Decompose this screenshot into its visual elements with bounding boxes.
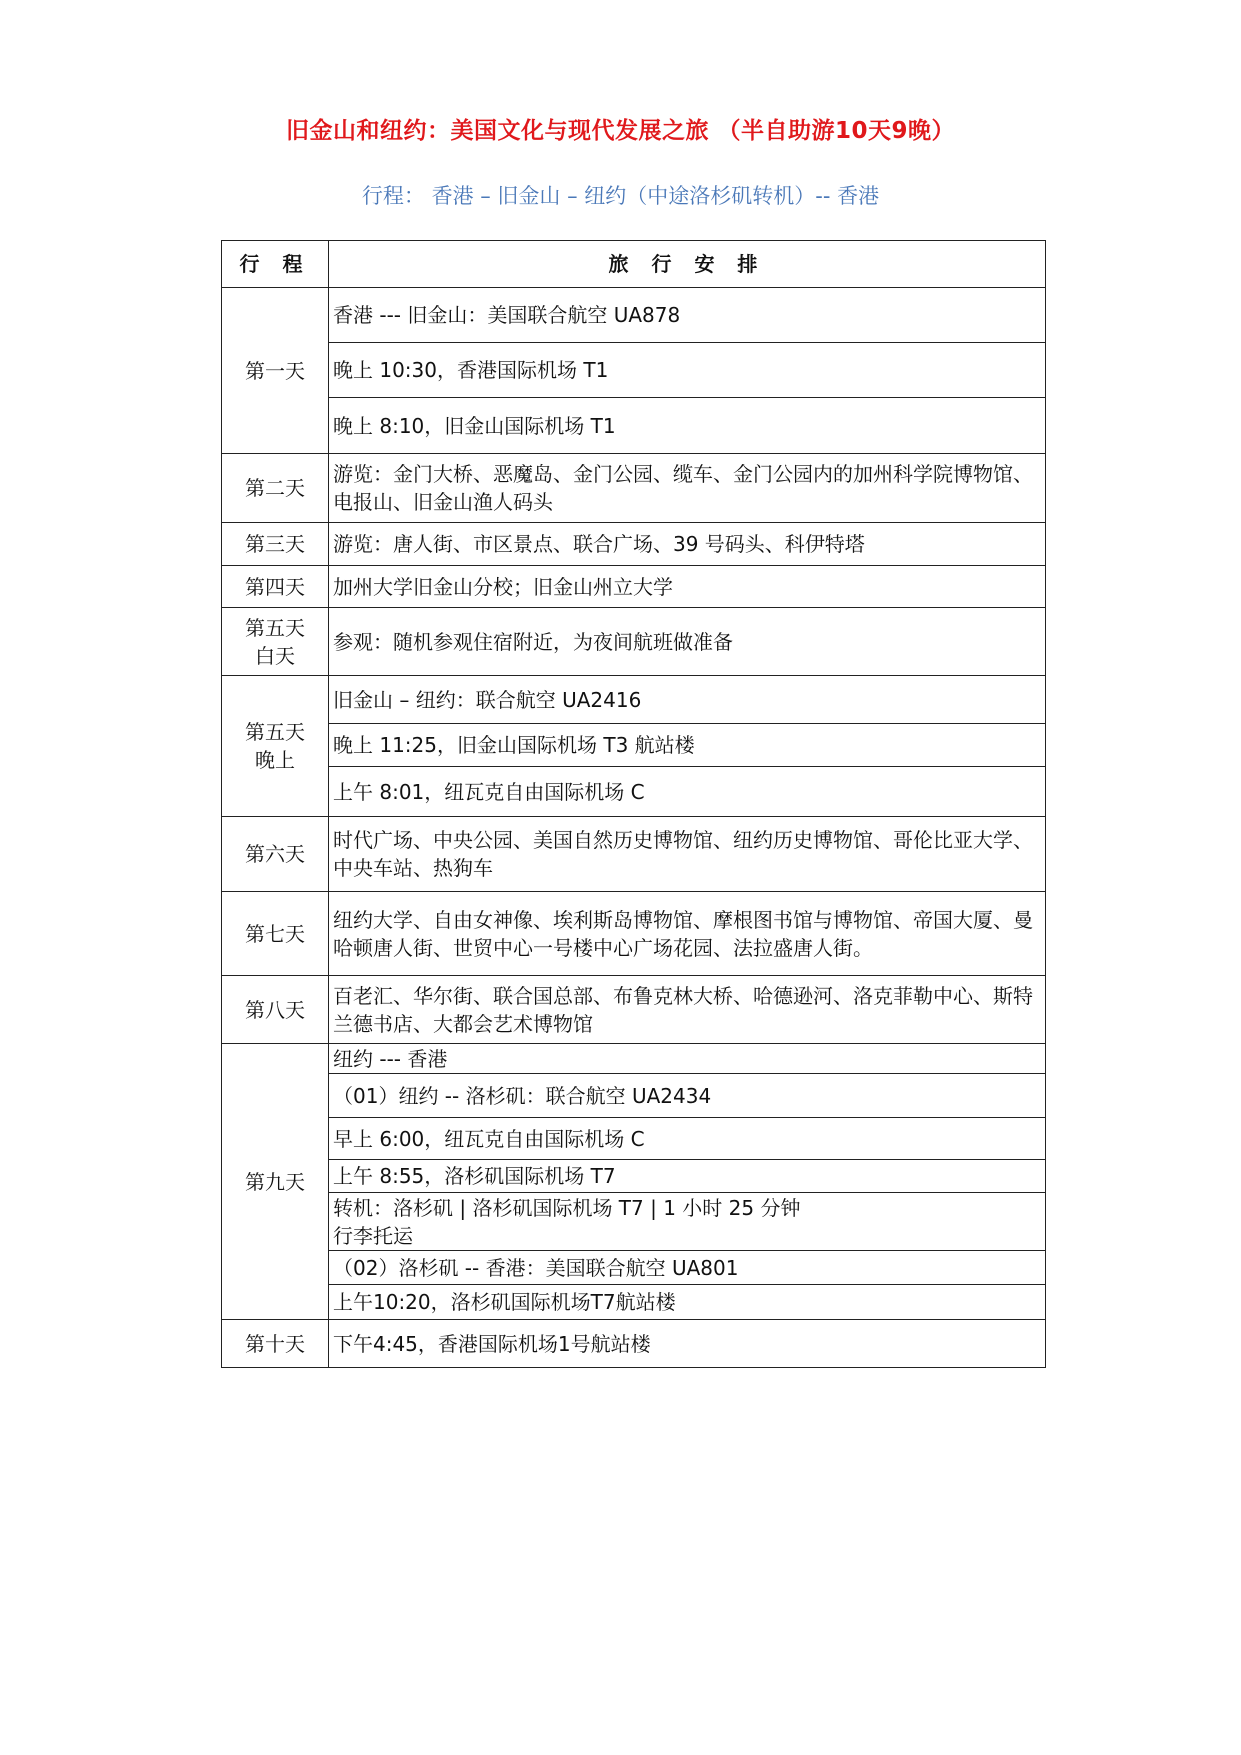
activity-cell: 加州大学旧金山分校；旧金山州立大学 — [329, 566, 1046, 608]
table-row — [222, 724, 1046, 767]
activity-cell: 游览：金门大桥、恶魔岛、金门公园、缆车、金门公园内的加州科学院博物馆、电报山、旧金山渔人码头 — [329, 454, 1046, 523]
activity-cell: 下午4:45，香港国际机场1号航站楼 — [329, 1320, 1046, 1368]
table-row — [222, 767, 1046, 817]
table-row — [222, 1251, 1046, 1285]
activity-cell: 晚上 8:10，旧金山国际机场 T1 — [329, 398, 1046, 454]
activity-cell: （01）纽约 -- 洛杉矶：联合航空 UA2434 — [329, 1074, 1046, 1118]
activity-cell: 参观：随机参观住宿附近，为夜间航班做准备 — [329, 608, 1046, 676]
day-cell: 第一天 — [222, 288, 329, 454]
table-row — [222, 1118, 1046, 1160]
table-row — [222, 454, 1046, 523]
activity-cell: 游览：唐人街、市区景点、联合广场、39 号码头、科伊特塔 — [329, 523, 1046, 566]
route-subtitle: 行程： 香港 – 旧金山 – 纽约（中途洛杉矶转机）-- 香港 — [361, 184, 880, 208]
day-cell: 第三天 — [222, 523, 329, 566]
activity-cell: 上午10:20，洛杉矶国际机场T7航站楼 — [329, 1285, 1046, 1320]
table-row — [222, 1193, 1046, 1251]
table-row — [222, 1320, 1046, 1368]
day-cell: 第十天 — [222, 1320, 329, 1368]
day-cell: 第六天 — [222, 817, 329, 892]
activity-cell: 纽约 --- 香港 — [329, 1044, 1046, 1074]
table-row — [222, 892, 1046, 976]
table-row — [222, 523, 1046, 566]
day-cell: 第二天 — [222, 454, 329, 523]
activity-cell: 上午 8:01，纽瓦克自由国际机场 C — [329, 767, 1046, 817]
day-cell: 第五天 晚上 — [222, 676, 329, 817]
day-cell: 第八天 — [222, 976, 329, 1044]
table-row — [222, 608, 1046, 676]
header-plan: 旅 行 安 排 — [329, 241, 1046, 288]
document-title: 旧金山和纽约：美国文化与现代发展之旅 （半自助游10天9晚） — [285, 118, 956, 144]
activity-cell: 旧金山 – 纽约：联合航空 UA2416 — [329, 676, 1046, 724]
activity-cell: 香港 --- 旧金山：美国联合航空 UA878 — [329, 288, 1046, 343]
activity-cell: 纽约大学、自由女神像、埃利斯岛博物馆、摩根图书馆与博物馆、帝国大厦、曼哈顿唐人街、世贸中心一号楼中心广场花园、法拉盛唐人街。 — [329, 892, 1046, 976]
activity-cell: 晚上 10:30，香港国际机场 T1 — [329, 343, 1046, 398]
table-row — [222, 288, 1046, 343]
day-cell: 第四天 — [222, 566, 329, 608]
table-row — [222, 398, 1046, 454]
activity-cell: 百老汇、华尔街、联合国总部、布鲁克林大桥、哈德逊河、洛克菲勒中心、斯特兰德书店、大都会艺术博物馆 — [329, 976, 1046, 1044]
table-row — [222, 1285, 1046, 1320]
day-cell: 第五天 白天 — [222, 608, 329, 676]
table-header-row — [222, 241, 1046, 288]
itinerary-table — [221, 240, 1046, 1368]
activity-cell: 转机：洛杉矶 | 洛杉矶国际机场 T7 | 1 小时 25 分钟 行李托运 — [329, 1193, 1046, 1251]
activity-cell: 早上 6:00，纽瓦克自由国际机场 C — [329, 1118, 1046, 1160]
table-row — [222, 1044, 1046, 1074]
table-row — [222, 1074, 1046, 1118]
table-row — [222, 817, 1046, 892]
activity-cell: 上午 8:55，洛杉矶国际机场 T7 — [329, 1160, 1046, 1193]
table-row — [222, 1160, 1046, 1193]
table-row — [222, 343, 1046, 398]
table-row — [222, 566, 1046, 608]
activity-cell: 晚上 11:25，旧金山国际机场 T3 航站楼 — [329, 724, 1046, 767]
activity-cell: 时代广场、中央公园、美国自然历史博物馆、纽约历史博物馆、哥伦比亚大学、中央车站、热狗车 — [329, 817, 1046, 892]
itinerary-body — [222, 288, 1046, 1368]
day-cell: 第九天 — [222, 1044, 329, 1320]
header-day: 行 程 — [222, 241, 329, 288]
table-row — [222, 976, 1046, 1044]
table-row — [222, 676, 1046, 724]
activity-cell: （02）洛杉矶 -- 香港：美国联合航空 UA801 — [329, 1251, 1046, 1285]
day-cell: 第七天 — [222, 892, 329, 976]
